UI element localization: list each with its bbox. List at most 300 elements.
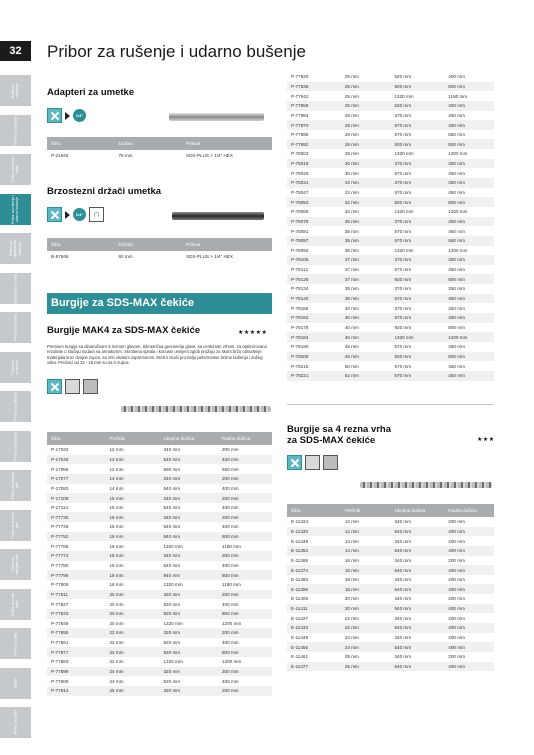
- table-cell: 340 mm: [160, 551, 219, 561]
- table-cell: 12 mm: [341, 527, 391, 537]
- table-cell: 250 mm: [448, 112, 465, 118]
- adapters-icons: [47, 108, 86, 123]
- table-cell: 200 mm: [448, 557, 465, 563]
- table-cell: 450 mm: [444, 313, 494, 323]
- table-cell: 400 mm: [222, 601, 239, 607]
- table-cell: 670 mm: [394, 132, 412, 138]
- table-cell: 570 mm: [394, 363, 412, 369]
- column-header: Prihvat: [182, 238, 272, 251]
- table-row: [287, 255, 494, 265]
- table-row: [287, 236, 494, 246]
- table-cell: 320 mm: [160, 667, 219, 677]
- table-cell: 1320 mm: [163, 620, 183, 626]
- table-cell: P-77833: [47, 609, 106, 619]
- table-row: [287, 246, 494, 256]
- table-cell: 250 mm: [448, 286, 465, 292]
- table-cell: 570 mm: [394, 190, 412, 195]
- table-cell: 14 mm: [341, 546, 391, 556]
- table-cell: P-78019: [287, 159, 341, 169]
- table-cell: P-78069: [291, 209, 309, 215]
- table-cell: 14 mm: [106, 474, 160, 484]
- table-cell: P-77861: [51, 640, 69, 646]
- table-cell: 1180 mm: [222, 543, 241, 549]
- table-cell: 32 mm: [344, 209, 359, 215]
- table-cell: 340 mm: [394, 635, 412, 640]
- table-row: [287, 149, 494, 159]
- column-header: Prečnik: [341, 504, 391, 517]
- table-row: [47, 657, 272, 667]
- table-cell: 25 mm: [106, 686, 160, 696]
- masonry-icon: [83, 379, 98, 394]
- table-cell: 800 mm: [218, 609, 272, 619]
- table-cell: 20 mm: [106, 609, 160, 619]
- side-tab[interactable]: [0, 352, 31, 383]
- table-cell: 22 mm: [344, 615, 359, 621]
- table-cell: 540 mm: [163, 505, 181, 511]
- table-row: [287, 82, 494, 92]
- side-tab-label: Pribor za alate: [13, 631, 18, 656]
- four-edge-icons: [287, 455, 338, 470]
- side-tab-label: Pribor za sabljaste pile: [11, 554, 20, 575]
- table-row: [287, 642, 494, 652]
- table-cell: P-78156: [291, 305, 309, 311]
- mak4-table: [47, 432, 272, 696]
- table-cell: P-21646: [51, 152, 69, 158]
- table-cell: 52 mm: [341, 371, 391, 381]
- table-row: [47, 541, 272, 551]
- table-cell: P-78190: [291, 344, 309, 350]
- table-cell: 200 mm: [448, 596, 465, 602]
- table-cell: 24 mm: [106, 667, 160, 677]
- table-cell: 25 mm: [341, 662, 391, 672]
- table-cell: 550 mm: [448, 132, 465, 138]
- table-cell: 570 mm: [394, 228, 412, 234]
- table-cell: P-78215: [291, 363, 309, 369]
- table-cell: 550 mm: [444, 236, 494, 246]
- table-cell: P-77768: [51, 543, 69, 549]
- side-tab-label: Bušenje i odvijanje: [11, 83, 20, 98]
- side-tab-label: Brušenje i rezanje: [13, 273, 18, 303]
- table-cell: 35 mm: [344, 228, 359, 234]
- table-cell: 40 mm: [341, 332, 391, 342]
- table-cell: 540 mm: [390, 527, 444, 537]
- table-row: [287, 188, 494, 198]
- drill-bit-x-icon: [47, 207, 62, 222]
- column-header: Radna dužina: [444, 504, 494, 517]
- table-cell: E-11324: [291, 519, 309, 525]
- table-cell: 920 mm: [394, 324, 412, 330]
- adapters-table: [47, 137, 272, 160]
- table-cell: 540 mm: [390, 642, 444, 652]
- table-cell: 320 mm: [160, 628, 219, 638]
- table-row: [287, 662, 494, 672]
- table-cell: P-77811: [47, 590, 106, 600]
- table-row: [47, 619, 272, 629]
- side-tab[interactable]: [0, 312, 31, 343]
- side-tab[interactable]: [0, 273, 31, 304]
- table-cell: 450 mm: [444, 294, 494, 304]
- table-row: [287, 72, 494, 82]
- table-cell: 1200 mm: [448, 209, 468, 215]
- table-row: [287, 517, 494, 527]
- table-cell: 400 mm: [444, 527, 494, 537]
- side-tab-label: Pribor za kružne pile: [11, 511, 20, 539]
- table-cell: 22 mm: [106, 647, 160, 657]
- table-cell: 1320 mm: [163, 659, 183, 665]
- table-cell: P-78092: [291, 247, 309, 253]
- table-cell: P-77877: [47, 647, 106, 657]
- table-cell: 400 mm: [444, 642, 494, 652]
- table-cell: P-78184: [287, 332, 341, 342]
- table-cell: 920 mm: [390, 352, 444, 362]
- table-row: [47, 609, 272, 619]
- table-cell: P-77827: [51, 601, 69, 607]
- table-cell: 450 mm: [448, 170, 465, 176]
- table-row: [287, 546, 494, 556]
- table-cell: 250 mm: [444, 159, 494, 169]
- table-cell: 50 mm: [344, 363, 359, 369]
- table-row: [287, 197, 494, 207]
- table-cell: 18 mm: [106, 570, 160, 580]
- four-edge-drill-image: [360, 482, 492, 488]
- side-tab-label: Pribor za ubodne pile: [11, 471, 20, 500]
- table-cell: 20 mm: [106, 590, 160, 600]
- column-header: Radna dužina: [218, 432, 272, 445]
- table-cell: P-77920: [291, 74, 309, 80]
- table-cell: P-78003: [291, 151, 309, 157]
- table-cell: 200 mm: [218, 474, 272, 484]
- table-cell: 12 mm: [109, 447, 124, 453]
- side-tab-label: Ostalo: [13, 677, 18, 689]
- table-row: [47, 503, 272, 513]
- table-cell: 570 mm: [390, 313, 444, 323]
- table-row: [287, 361, 494, 371]
- table-cell: P-78081: [291, 228, 309, 234]
- table-row: [47, 599, 272, 609]
- table-cell: 370 mm: [390, 178, 444, 188]
- side-tab-label: Pribor za glodanje: [13, 431, 18, 461]
- table-cell: 1320 mm: [394, 247, 414, 253]
- table-row: [287, 604, 494, 614]
- table-cell: P-77992: [287, 139, 341, 149]
- table-cell: 450 mm: [448, 363, 465, 369]
- side-tab[interactable]: [0, 707, 31, 738]
- table-cell: 340 mm: [394, 538, 412, 544]
- table-cell: P-77730: [47, 512, 106, 522]
- table-cell: 28 mm: [341, 139, 391, 149]
- table-cell: 340 mm: [160, 474, 219, 484]
- table-cell: E-11477: [287, 662, 341, 672]
- table-cell: P-77899: [47, 667, 106, 677]
- side-tab-label: Pribor za stezanje: [13, 115, 18, 145]
- table-cell: 28 mm: [344, 132, 359, 138]
- table-cell: 800 mm: [444, 139, 494, 149]
- table-cell: 570 mm: [394, 170, 412, 176]
- table-cell: 200 mm: [218, 512, 272, 522]
- side-tab[interactable]: [0, 233, 31, 264]
- table-header-row: [47, 137, 272, 150]
- table-cell: 400 mm: [444, 101, 494, 111]
- table-cell: 1180 mm: [448, 93, 468, 99]
- table-row: [287, 168, 494, 178]
- side-tab[interactable]: [0, 431, 31, 462]
- table-header-row: [47, 432, 272, 445]
- table-row: [287, 332, 494, 342]
- side-tab[interactable]: [0, 628, 31, 659]
- table-cell: 1180 mm: [222, 582, 241, 588]
- four-edge-rating: ★★★: [477, 437, 495, 443]
- side-tab[interactable]: [0, 154, 31, 185]
- table-cell: E-11349: [291, 538, 309, 544]
- table-cell: 800 mm: [448, 324, 465, 330]
- table-cell: 24 mm: [341, 642, 391, 652]
- table-row: [47, 686, 272, 696]
- table-row: [287, 565, 494, 575]
- table-cell: 200 mm: [218, 493, 272, 503]
- side-tab[interactable]: [0, 668, 31, 699]
- table-cell: 32 mm: [344, 190, 359, 195]
- table-cell: 22 mm: [109, 659, 124, 665]
- table-row: [287, 207, 494, 217]
- table-row: [47, 464, 272, 474]
- side-tab-label: Pribor za brušenje: [11, 359, 20, 375]
- table-cell: 920 mm: [390, 139, 444, 149]
- table-row: [287, 111, 494, 121]
- table-cell: 450 mm: [448, 228, 465, 234]
- table-cell: B-57946: [51, 253, 69, 259]
- table-cell: 30 mm: [341, 159, 391, 169]
- table-cell: E-11411: [287, 604, 341, 614]
- table-cell: 28 mm: [344, 151, 359, 157]
- section-band-title: Burgije za SDS-MAX čekiće: [47, 293, 272, 314]
- table-cell: 1200 mm: [222, 620, 242, 626]
- drill-bit-x-icon: [47, 379, 62, 394]
- table-row: [47, 251, 272, 261]
- table-cell: 22 mm: [106, 628, 160, 638]
- table-cell: 25 mm: [341, 82, 391, 92]
- table-cell: 570 mm: [390, 120, 444, 130]
- table-cell: P-78031: [287, 178, 341, 188]
- table-cell: 18 mm: [106, 551, 160, 561]
- table-cell: 45 mm: [344, 344, 359, 350]
- table-row: [287, 584, 494, 594]
- mak4-icons: [47, 379, 98, 394]
- table-row: [47, 455, 272, 465]
- table-cell: 340 mm: [394, 577, 412, 583]
- table-row: [287, 575, 494, 585]
- table-cell: 540 mm: [163, 524, 181, 530]
- table-row: [287, 556, 494, 566]
- table-cell: E-11330: [287, 527, 341, 537]
- table-cell: 35 mm: [341, 236, 391, 246]
- table-cell: 400 mm: [222, 640, 239, 646]
- table-cell: 35 mm: [344, 247, 359, 253]
- table-cell: 400 mm: [448, 74, 465, 80]
- table-cell: P-78209: [287, 352, 341, 362]
- table-cell: 37 mm: [341, 255, 391, 265]
- side-tab[interactable]: [0, 391, 31, 422]
- four-edge-heading-line1: Burgije sa 4 rezna vrha: [287, 424, 392, 435]
- table-cell: 920 mm: [160, 609, 219, 619]
- table-cell: 940 mm: [160, 532, 219, 542]
- table-cell: 1320 mm: [394, 93, 414, 99]
- side-tab[interactable]: [0, 510, 31, 541]
- table-row: [287, 594, 494, 604]
- table-cell: 30 mm: [344, 170, 359, 176]
- table-cell: 540 mm: [390, 662, 444, 672]
- table-cell: 540 mm: [160, 455, 219, 465]
- table-cell: 920 mm: [390, 82, 444, 92]
- table-cell: 320 mm: [160, 686, 219, 696]
- magnet-icon: ∩: [89, 207, 104, 222]
- table-cell: 520 mm: [163, 640, 181, 646]
- side-tab[interactable]: [0, 470, 31, 501]
- table-row: [287, 303, 494, 313]
- table-header-row: [47, 238, 272, 251]
- table-cell: 1320 mm: [390, 332, 444, 342]
- table-cell: P-77936: [287, 82, 341, 92]
- table-cell: 60 mm: [118, 253, 133, 259]
- table-cell: 16 mm: [106, 532, 160, 542]
- table-row: [287, 527, 494, 537]
- table-cell: 340 mm: [394, 654, 412, 660]
- table-cell: P-77780: [51, 563, 69, 568]
- table-row: [287, 294, 494, 304]
- table-cell: 200 mm: [222, 447, 239, 453]
- table-row: [47, 493, 272, 503]
- table-cell: 400 mm: [444, 623, 494, 633]
- table-cell: 16 mm: [109, 543, 124, 549]
- table-row: [47, 647, 272, 657]
- table-cell: 26 mm: [341, 101, 391, 111]
- table-header-row: [287, 504, 494, 517]
- table-cell: P-78162: [287, 313, 341, 323]
- table-cell: P-77746: [51, 524, 69, 530]
- table-cell: P-17055: [51, 466, 69, 472]
- table-cell: P-77883: [51, 659, 69, 665]
- table-cell: 22 mm: [109, 640, 124, 646]
- table-cell: E-11396: [287, 584, 341, 594]
- table-row: [287, 130, 494, 140]
- table-cell: P-78128: [287, 274, 341, 284]
- table-cell: P-17083: [51, 485, 69, 491]
- table-row: [287, 265, 494, 275]
- drill-bit-x-icon: [287, 455, 302, 470]
- table-cell: 400 mm: [444, 604, 494, 614]
- table-cell: 800 mm: [218, 647, 272, 657]
- table-cell: 450 mm: [448, 190, 465, 195]
- hex-shank-icon: 1/4": [73, 109, 86, 122]
- quick-holder-heading: Brzostezni držači umetka: [47, 186, 162, 197]
- table-cell: 520 mm: [390, 101, 444, 111]
- table-row: [47, 628, 272, 638]
- table-cell: 800 mm: [218, 570, 272, 580]
- table-cell: 250 mm: [448, 305, 465, 311]
- table-cell: E-11433: [287, 623, 341, 633]
- table-cell: 340 mm: [394, 519, 412, 525]
- table-cell: 16 mm: [344, 557, 359, 563]
- table-cell: 370 mm: [394, 286, 412, 292]
- table-row: [47, 484, 272, 494]
- table-cell: 1320 mm: [394, 209, 414, 215]
- column-header: Šifra: [287, 504, 341, 517]
- table-row: [47, 638, 272, 648]
- table-cell: 200 mm: [448, 654, 465, 660]
- table-row: [287, 178, 494, 188]
- table-cell: 800 mm: [444, 197, 494, 207]
- table-cell: 32 mm: [341, 197, 391, 207]
- table-cell: 570 mm: [390, 371, 444, 381]
- table-cell: P-77942: [291, 93, 309, 99]
- table-cell: 250 mm: [444, 178, 494, 188]
- column-header: Ukupna dužina: [390, 504, 444, 517]
- adapter-image: [169, 113, 264, 121]
- table-cell: 400 mm: [218, 455, 272, 465]
- quick-holder-image: [172, 212, 264, 220]
- table-cell: 1320 mm: [394, 151, 414, 157]
- table-cell: P-77805: [51, 582, 69, 588]
- table-cell: 340 mm: [160, 493, 219, 503]
- side-tab-label: Pribor za multi alate: [11, 592, 20, 616]
- table-cell: P-78134: [291, 286, 309, 292]
- table-row: [287, 342, 494, 352]
- table-cell: P-17033: [51, 447, 69, 453]
- table-cell: P-17114: [51, 505, 69, 511]
- table-cell: 12 mm: [109, 466, 124, 472]
- table-cell: 38 mm: [341, 294, 391, 304]
- side-tab[interactable]: [0, 115, 31, 146]
- masonry-icon: [323, 455, 338, 470]
- table-cell: 940 mm: [160, 570, 219, 580]
- table-cell: P-78221: [287, 371, 341, 381]
- table-row: [287, 91, 494, 101]
- table-cell: 1200 mm: [222, 659, 242, 665]
- table-cell: P-77796: [47, 570, 106, 580]
- table-cell: 450 mm: [448, 344, 465, 350]
- table-cell: 200 mm: [448, 577, 465, 583]
- table-cell: 28 mm: [344, 112, 359, 118]
- mak4-rating: ★★★★★: [238, 330, 268, 336]
- column-header: Prihvat: [182, 137, 272, 150]
- side-tab[interactable]: [0, 549, 31, 580]
- side-tab[interactable]: [0, 589, 31, 620]
- table-cell: P-78097: [287, 236, 341, 246]
- table-row: [47, 580, 272, 590]
- table-cell: 200 mm: [448, 538, 465, 544]
- table-cell: 340 mm: [163, 447, 181, 453]
- table-cell: 400 mm: [222, 485, 239, 491]
- table-cell: P-78053: [287, 197, 341, 207]
- table-cell: 20 mm: [109, 601, 124, 607]
- table-row: [47, 676, 272, 686]
- table-cell: 40 mm: [344, 324, 359, 330]
- table-cell: 24 mm: [344, 635, 359, 640]
- table-cell: 1320 mm: [163, 543, 183, 549]
- table-cell: 45 mm: [341, 352, 391, 362]
- column-header: Šifra: [47, 432, 106, 445]
- table-cell: 25 mm: [344, 74, 359, 80]
- side-tab[interactable]: [0, 75, 31, 106]
- table-cell: 520 mm: [163, 678, 181, 684]
- table-cell: 570 mm: [390, 294, 444, 304]
- mak4-description: Premium burgija sa dinamičnom 4-reznom glavom. Slimetrična geometrija glave, sa centrirnim vrhom, za optimizovano rezultate u slučaju sudara sa armaturom. Skrobena spirala i konusni usmjeni zglob pružaju za skoro bržu odvođenje materijala kroz dvojne zupce, sa vrlo visokim zapreminom. MAK4 znači pro-bolja peformanse brzine bušenja i dužeg veka. Prečnici od 12 - 15 mm su sa 2-zupca.: [47, 344, 267, 365]
- table-cell: 28 mm: [341, 120, 391, 130]
- table-cell: 200 mm: [218, 628, 272, 638]
- table-cell: 24 mm: [109, 678, 124, 684]
- table-cell: E-11405: [291, 596, 309, 602]
- table-cell: P-78140: [287, 294, 341, 304]
- side-tab[interactable]: [0, 194, 31, 225]
